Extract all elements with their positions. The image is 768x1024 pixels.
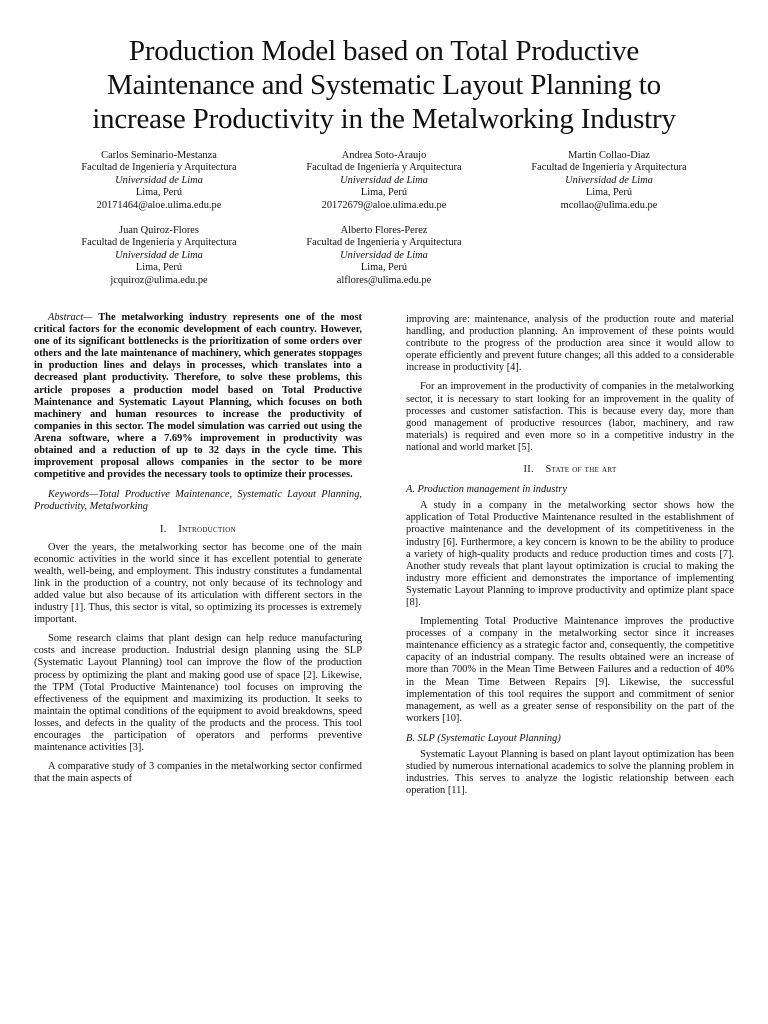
title-line: Production Model based on Total Productive — [128, 35, 640, 67]
right-column — [406, 314, 734, 797]
section-title: Introduction — [178, 523, 236, 535]
author-name: Juan Quiroz-Flores — [119, 225, 199, 236]
paper-title — [30, 34, 738, 136]
body-paragraph: improving are: maintenance, analysis of the production route and material handling, and production planning. An improvement of these points would contribute to the progress of the production area since it would allow to operate efficiently and prevent future changes; all this added to a considerable increase in productivity [4]. — [406, 314, 734, 374]
section-title: State of the art — [545, 464, 617, 476]
keywords: Keywords—Total Productive Maintenance, Systematic Layout Planning, Productivity, Metalworking — [34, 489, 362, 513]
author-name: Alberto Flores-Perez — [340, 225, 428, 236]
section-number: II. — [523, 464, 534, 476]
subsection-heading: A. Production management in industry — [406, 484, 567, 496]
author-email: 20172679@aloe.ulima.edu.pe — [321, 199, 447, 211]
author-university: Universidad de Lima — [340, 174, 428, 186]
abstract-label: Abstract— — [48, 312, 93, 323]
body-paragraph: Some research claims that plant design can help reduce manufacturing costs and increase production. Industrial design planning using the SLP (Systematic Layout Planning) tool can improve the flow of the production process by optimizing the plant and making good use of space [2]. Likewise, the TPM (Total Productive Maintenance) tool focuses on improving the effectiveness of the equipment and maximizing its production. It seeks to maintain the optimal conditions of the equipment to avoid breakdowns, speed losses, and defects in the quality of the products and the process. This tool encourages the participation of operators and performs preventive maintenance activities [3]. — [34, 633, 362, 754]
body-paragraph: A study in a company in the metalworking sector shows how the application of Total Productive Maintenance resulted in the establishment of proactive maintenance and the development of its competitiveness in the industry [6]. Furthermore, a key concern is known to be the ability to produce a variety of high-quality products and reduce production times and costs [7]. Another study reveals that plant layout optimization is crucial to making the industry more efficient and demonstrates the importance of implementing Systematic Layout Planning to improve productivity and optimize plant space [8]. — [406, 500, 734, 608]
author-email: alflores@ulima.edu.pe — [336, 274, 432, 286]
author-dept: Facultad de Ingeniería y Arquitectura — [306, 162, 462, 174]
author-dept: Facultad de Ingeniería y Arquitectura — [81, 237, 237, 249]
author-dept: Facultad de Ingeniería y Arquitectura — [81, 162, 237, 174]
author-email: jcquiroz@ulima.edu.pe — [110, 274, 208, 286]
author-email: mcollao@ulima.edu.pe — [560, 199, 658, 211]
author-university: Universidad de Lima — [115, 249, 203, 261]
author-card — [44, 150, 274, 212]
body-paragraph: A comparative study of 3 companies in the metalworking sector confirmed that the main aspects of — [34, 761, 362, 785]
author-university: Universidad de Lima — [565, 174, 653, 186]
author-card — [494, 150, 724, 212]
author-city: Lima, Perú — [585, 187, 633, 199]
section-heading — [34, 524, 362, 536]
abstract-text: The metalworking industry represents one of the most critical factors for the economic development of each country. However, one of its significant bottlenecks is the prioritization of some orders over others and the late maintenance of machinery, which generates stoppages in production lines and delays in processes, which translates into a decreased plant productivity. Therefore, to solve these problems, this article proposes a production model based on Total Productive Maintenance and Systematic Layout Planning, which focuses on both machinery and human resources to increase the productivity of companies in this sector. The model simulation was carried out using the Arena software, where a 7.69% improvement in productivity was obtained and a reduction of up to 32 days in the cycle time. This improvement proposal allows companies in the sector to be more competitive and provides the necessary tools to optimize their processes. — [34, 312, 362, 481]
body-paragraph: Implementing Total Productive Maintenance improves the productive processes of a company in the metalworking sector since it increases maintenance efficiency as a strategic factor and, consequently, the competitive capacity of an industrial company. The results obtained were an increase of more than 700% in the Mean Time Between Failures and a reduction of 40% in the Mean Time Between Repairs [9]. Likewise, the successful implementation of this tool requires the support and commitment of senior management, as well as a greater sense of responsibility on the part of the workers [10]. — [406, 616, 734, 724]
subsection-heading: B. SLP (Systematic Layout Planning) — [406, 732, 561, 744]
author-university: Universidad de Lima — [115, 174, 203, 186]
author-city: Lima, Perú — [360, 262, 408, 274]
title-line: increase Productivity in the Metalworking Industry — [92, 103, 676, 135]
author-card — [269, 225, 499, 287]
author-email: 20171464@aloe.ulima.edu.pe — [96, 199, 222, 211]
author-city: Lima, Perú — [135, 262, 183, 274]
author-card — [269, 150, 499, 212]
author-city: Lima, Perú — [135, 187, 183, 199]
author-card — [44, 225, 274, 287]
body-paragraph: Over the years, the metalworking sector has become one of the main economic activities in the world since it has excellent potential to generate wealth, well-being, and employment. This industry constitutes a fundamental link in the production of a country, not only because of its technology and added value but also because of its articulation with different sectors in the industry [1]. Thus, this sector is vital, so optimizing its processes is extremely important. — [34, 541, 362, 626]
title-line: Maintenance and Systematic Layout Planning to — [107, 69, 661, 101]
author-dept: Facultad de Ingeniería y Arquitectura — [306, 237, 462, 249]
body-paragraph: Systematic Layout Planning is based on plant layout optimization has been studied by numerous international academics to solve the planning problem in industries. This serves to analyze the logistic relationship between each operation [11]. — [406, 749, 734, 797]
section-number: I. — [160, 523, 167, 535]
author-university: Universidad de Lima — [340, 249, 428, 261]
author-name: Carlos Seminario-Mestanza — [101, 150, 217, 161]
abstract — [34, 312, 362, 481]
author-dept: Facultad de Ingeniería y Arquitectura — [531, 162, 687, 174]
section-heading — [406, 464, 734, 476]
left-column — [34, 312, 362, 785]
body-paragraph: For an improvement in the productivity of companies in the metalworking sector, it is necessary to start looking for an improvement in the quality of processes and customer satisfaction. This is because every day, more than good management of productive resources (labor, machinery, and raw materials) is required and even more so in a competitive industry in the national and world market [5]. — [406, 381, 734, 453]
author-name: Andrea Soto-Araujo — [341, 150, 427, 161]
author-city: Lima, Perú — [360, 187, 408, 199]
author-name: Martin Collao-Diaz — [568, 150, 650, 161]
